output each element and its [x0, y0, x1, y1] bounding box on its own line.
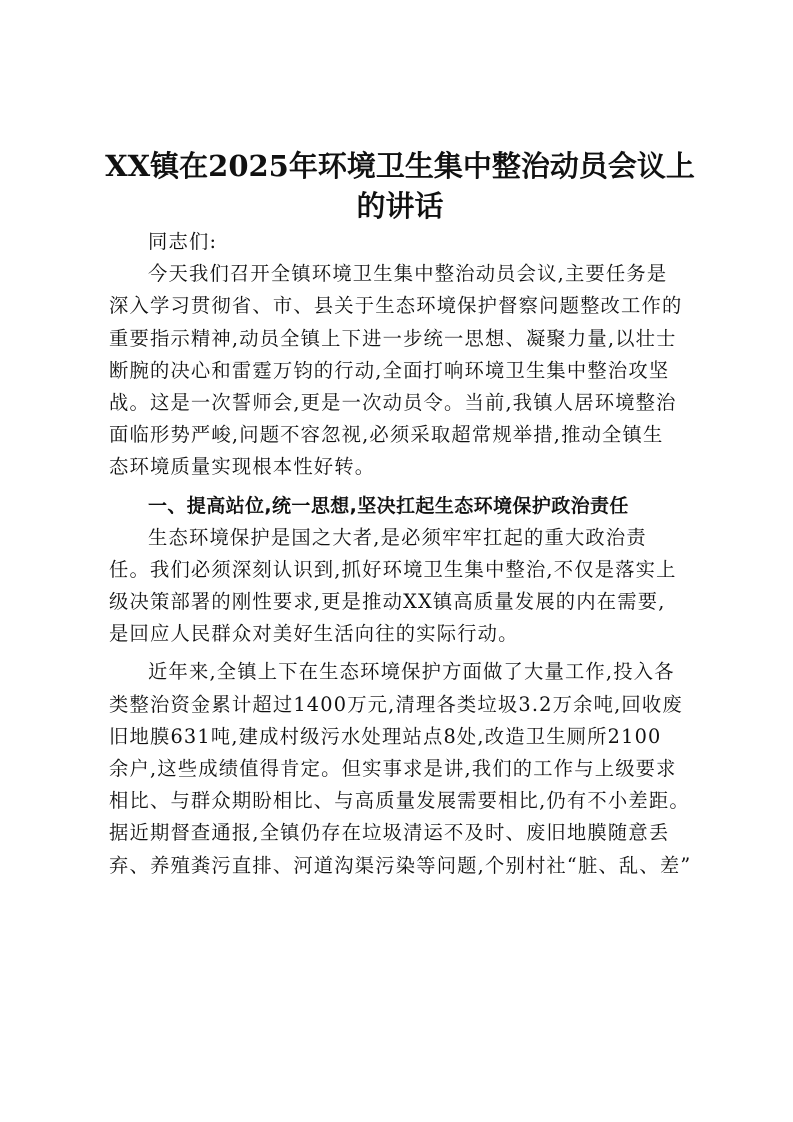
paragraph-line: 任。我们必须深刻认识到,抓好环境卫生集中整治,不仅是落实上: [109, 557, 677, 581]
paragraph-line: 旧地膜631吨,建成村级污水处理站点8处,改造卫生厕所2100: [109, 724, 662, 748]
paragraph-line: 余户,这些成绩值得肯定。但实事求是讲,我们的工作与上级要求: [109, 757, 677, 780]
document-title-line-2: 的讲话: [356, 189, 444, 223]
paragraph-line: 今天我们召开全镇环境卫生集中整治动员会议,主要任务是: [148, 262, 668, 286]
paragraph-line: 级决策部署的刚性要求,更是推动XX镇高质量发展的内在需要,: [109, 590, 666, 614]
paragraph-line: 据近期督查通报,全镇仍存在垃圾清运不及时、废旧地膜随意丢: [109, 821, 670, 845]
paragraph-line: 深入学习贯彻省、市、县关于生态环境保护督察问题整改工作的: [109, 294, 683, 318]
paragraph-2: [109, 522, 689, 651]
paragraph-line: 面临形势严峻,问题不容忽视,必须采取超常规举措,推动全镇生: [109, 423, 664, 447]
paragraph-3: [109, 656, 692, 881]
paragraph-line: 态环境质量实现根本性好转。: [109, 455, 376, 479]
paragraph-1: [109, 258, 689, 483]
paragraph-line: 弃、养殖粪污直排、河道沟渠污染等问题,个别村社“脏、乱、差”: [109, 853, 692, 877]
salutation: 同志们:: [148, 230, 218, 253]
paragraph-line: 类整治资金累计超过1400万元,清理各类垃圾3.2万余吨,回收废: [109, 692, 683, 716]
paragraph-line: 生态环境保护是国之大者,是必须牢牢扛起的重大政治责: [148, 525, 647, 549]
document-body: [109, 226, 692, 882]
paragraph-line: 断腕的决心和雷霆万钧的行动,全面打响环境卫生集中整治攻坚: [109, 358, 670, 382]
paragraph-line: 近年来,全镇上下在生态环境保护方面做了大量工作,投入各: [148, 660, 675, 684]
paragraph-line: 重要指示精神,动员全镇上下进一步统一思想、凝聚力量,以壮士: [109, 326, 677, 350]
paragraph-line: 战。这是一次誓师会,更是一次动员令。当前,我镇人居环境整治: [109, 390, 677, 414]
paragraph-line: 相比、与群众期盼相比、与高质量发展需要相比,仍有不小差距。: [109, 789, 690, 813]
paragraph-line: 是回应人民群众对美好生活向往的实际行动。: [109, 622, 519, 646]
section-heading-1: 一、提高站位,统一思想,坚决扛起生态环境保护政治责任: [148, 494, 629, 517]
document-title-line-1: XX镇在2025年环境卫生集中整治动员会议上: [105, 149, 695, 183]
